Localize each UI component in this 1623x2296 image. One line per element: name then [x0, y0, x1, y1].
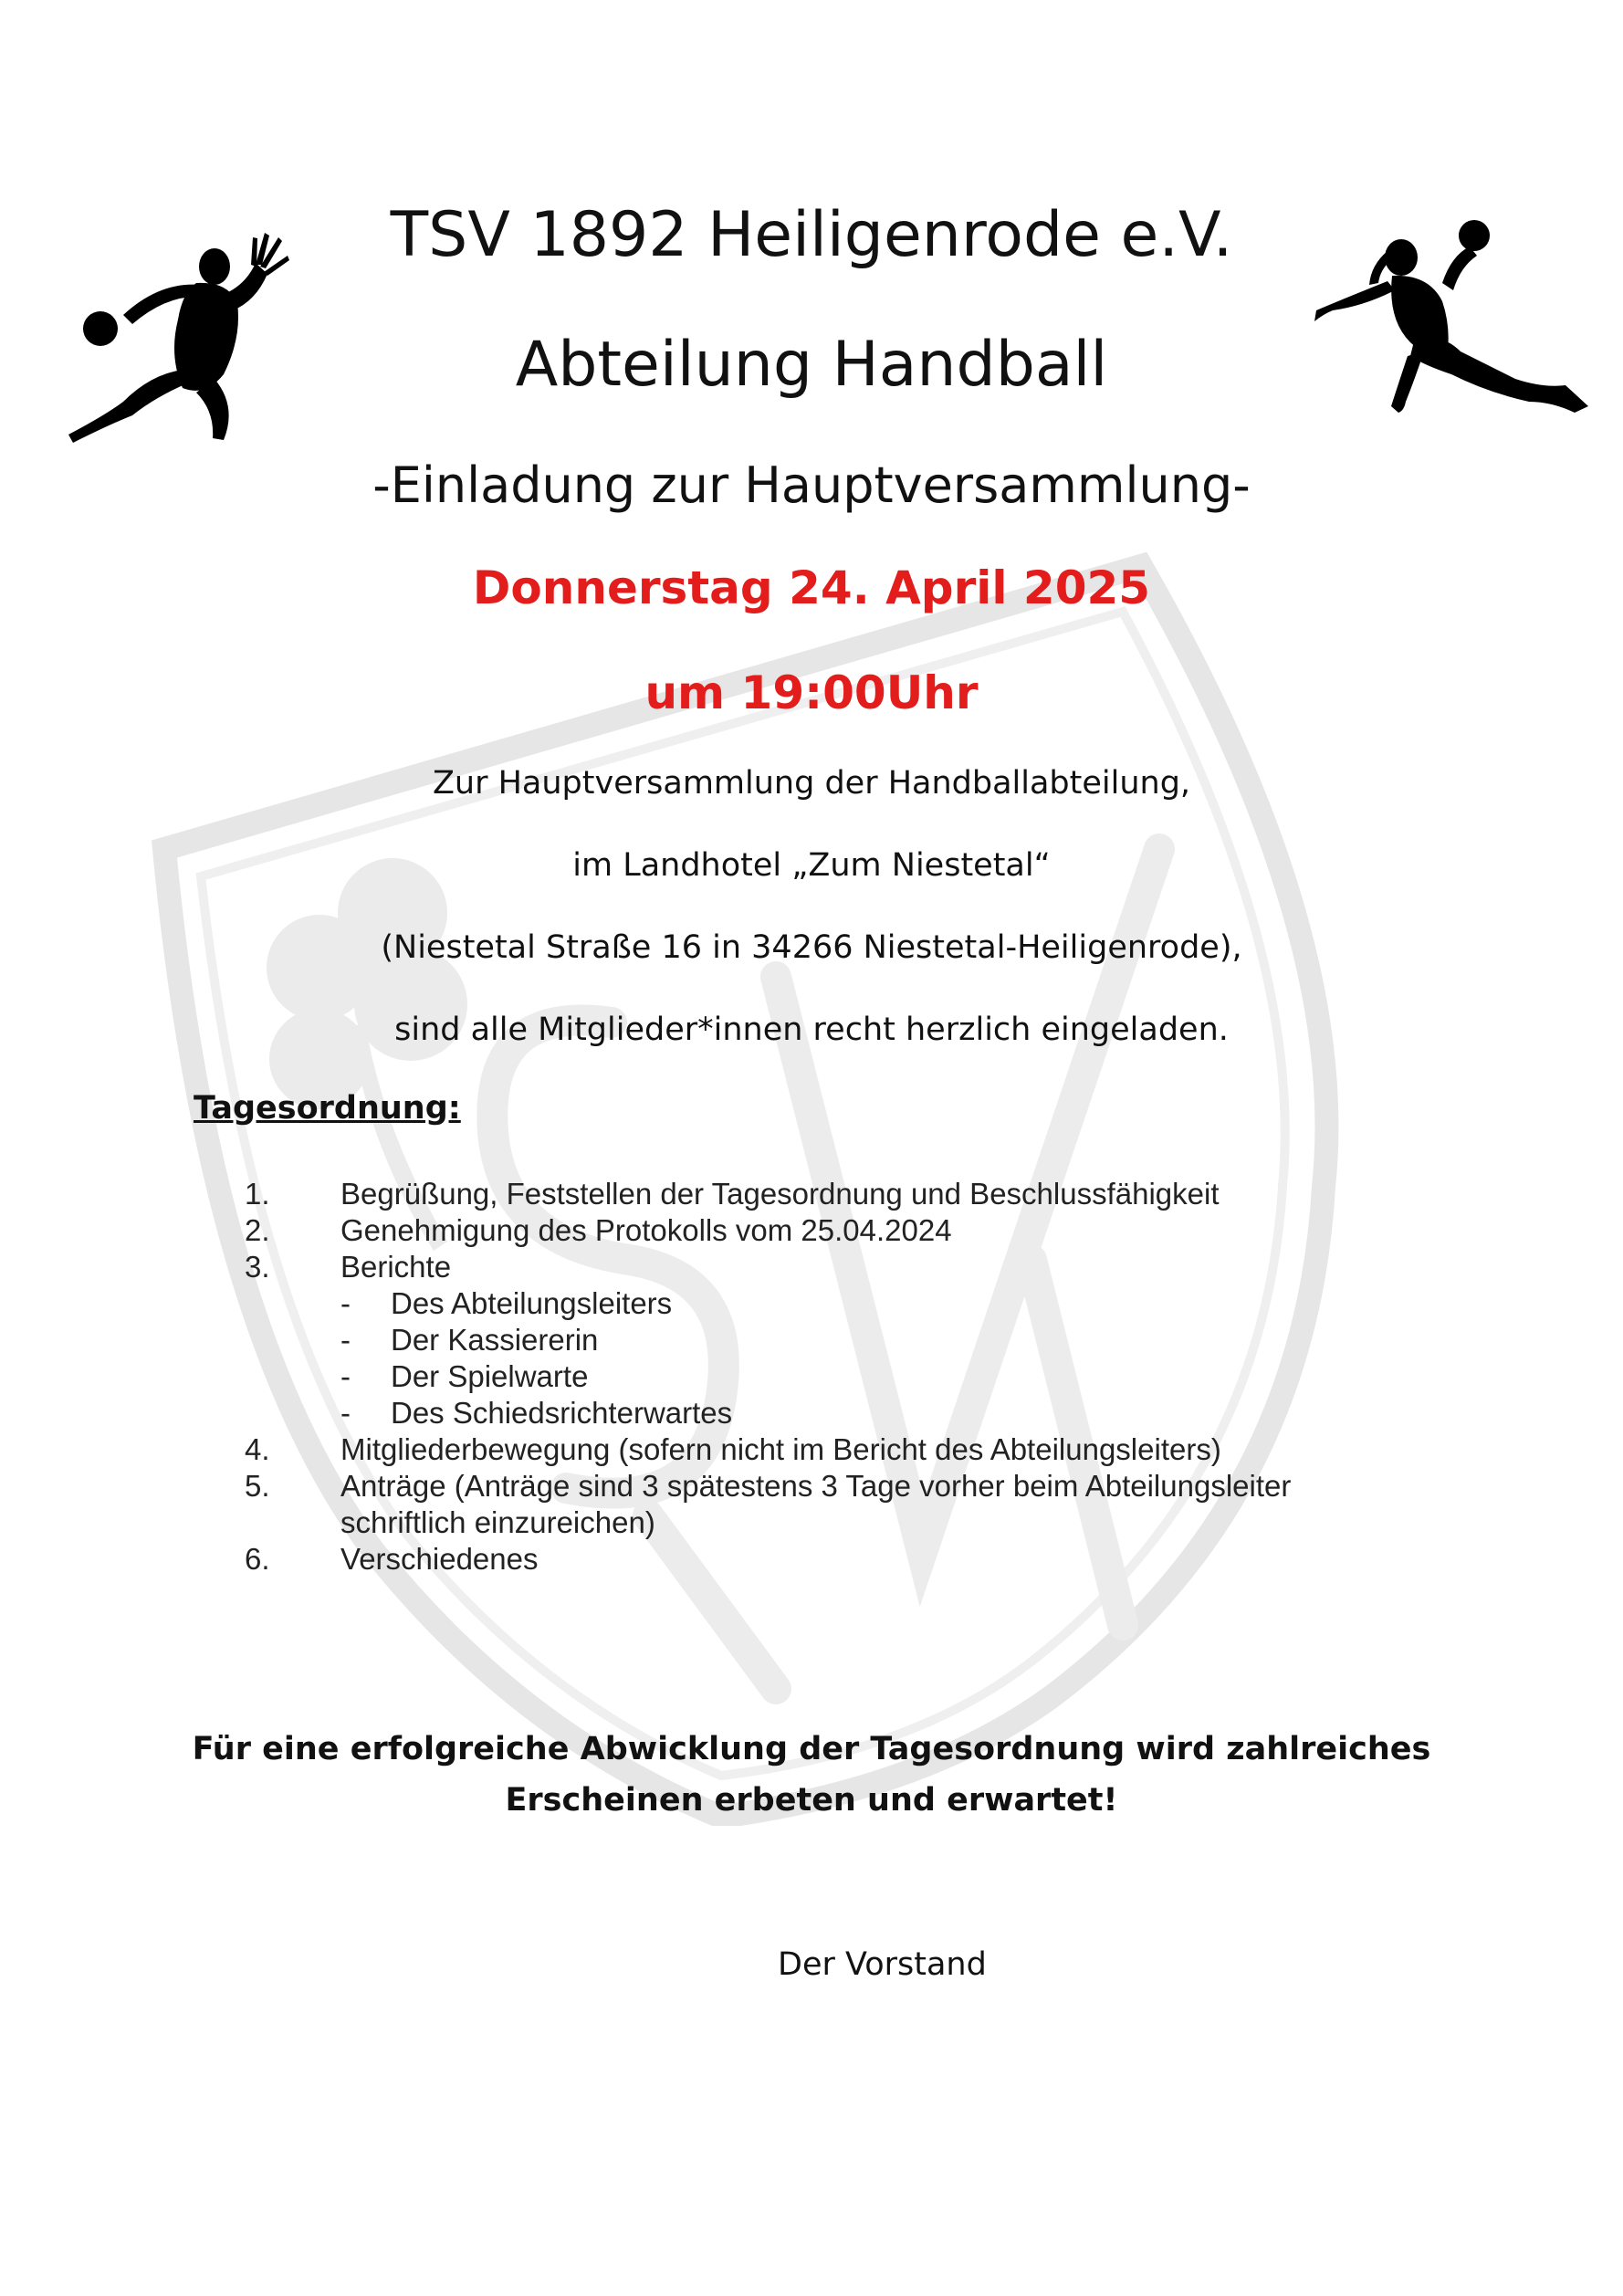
agenda-item-number: 1.	[245, 1177, 270, 1211]
agenda-item-text: Genehmigung des Protokolls vom 25.04.2024	[340, 1213, 952, 1247]
subitem-dash: -	[340, 1396, 351, 1430]
subitem-dash: -	[340, 1286, 351, 1320]
agenda-item-number: 4.	[245, 1432, 270, 1466]
agenda-item-text: Anträge (Anträge sind 3 spätestens 3 Tage vorher beim Abteilungsleiter	[340, 1469, 1292, 1503]
invitation-subtitle: -Einladung zur Hauptversammlung-	[372, 456, 1251, 514]
agenda-item-text: Berichte	[340, 1250, 452, 1284]
agenda-item	[0, 1176, 1623, 1212]
agenda-item-text: Mitgliederbewegung (sofern nicht im Bericht des Abteilungsleiters)	[340, 1432, 1221, 1466]
agenda-item-text: Verschiedenes	[340, 1542, 539, 1576]
agenda-subitem-text: Der Spielwarte	[391, 1359, 589, 1393]
signature: Der Vorstand	[778, 1946, 987, 1983]
department-title: Abteilung Handball	[515, 329, 1108, 401]
meeting-date: Donnerstag 24. April 2025	[472, 561, 1151, 614]
agenda-subitem	[0, 1395, 1623, 1431]
agenda-item	[0, 1468, 1623, 1504]
agenda-item	[0, 1249, 1623, 1285]
meeting-time: um 19:00Uhr	[644, 666, 979, 719]
agenda-item	[0, 1431, 1623, 1468]
closing-line-2: Erscheinen erbeten und erwartet!	[505, 1782, 1118, 1819]
intro-line-2: im Landhotel „Zum Niestetal“	[572, 847, 1051, 884]
closing-line-1: Für eine erfolgreiche Abwicklung der Tagesordnung wird zahlreiches	[192, 1731, 1431, 1767]
agenda-subitem	[0, 1322, 1623, 1358]
agenda-subitem-text: Des Abteilungsleiters	[391, 1286, 673, 1320]
club-name: TSV 1892 Heiligenrode e.V.	[390, 199, 1233, 271]
subitem-dash: -	[340, 1323, 351, 1357]
subitem-dash: -	[340, 1359, 351, 1393]
agenda-item	[0, 1541, 1623, 1578]
agenda-item-number: 2.	[245, 1213, 270, 1247]
agenda-item-number: 6.	[245, 1542, 270, 1576]
agenda-list	[0, 1176, 1623, 1578]
agenda-item-continuation	[0, 1504, 1623, 1541]
intro-line-1: Zur Hauptversammlung der Handballabteilung,	[432, 765, 1191, 802]
intro-line-4: sind alle Mitglieder*innen recht herzlich eingeladen.	[394, 1012, 1229, 1048]
agenda-item-text: schriftlich einzureichen)	[340, 1505, 655, 1539]
agenda-subitem-text: Der Kassiererin	[391, 1323, 599, 1357]
intro-line-3: (Niestetal Straße 16 in 34266 Niestetal-Heiligenrode),	[381, 929, 1242, 966]
agenda-subitem	[0, 1358, 1623, 1395]
agenda-subitem	[0, 1285, 1623, 1322]
agenda-item	[0, 1212, 1623, 1249]
agenda-item-number: 5.	[245, 1469, 270, 1503]
agenda-item-text: Begrüßung, Feststellen der Tagesordnung und Beschlussfähigkeit	[340, 1177, 1220, 1211]
agenda-heading: Tagesordnung:	[194, 1090, 461, 1127]
agenda-subitem-text: Des Schiedsrichterwartes	[391, 1396, 733, 1430]
agenda-item-number: 3.	[245, 1250, 270, 1284]
